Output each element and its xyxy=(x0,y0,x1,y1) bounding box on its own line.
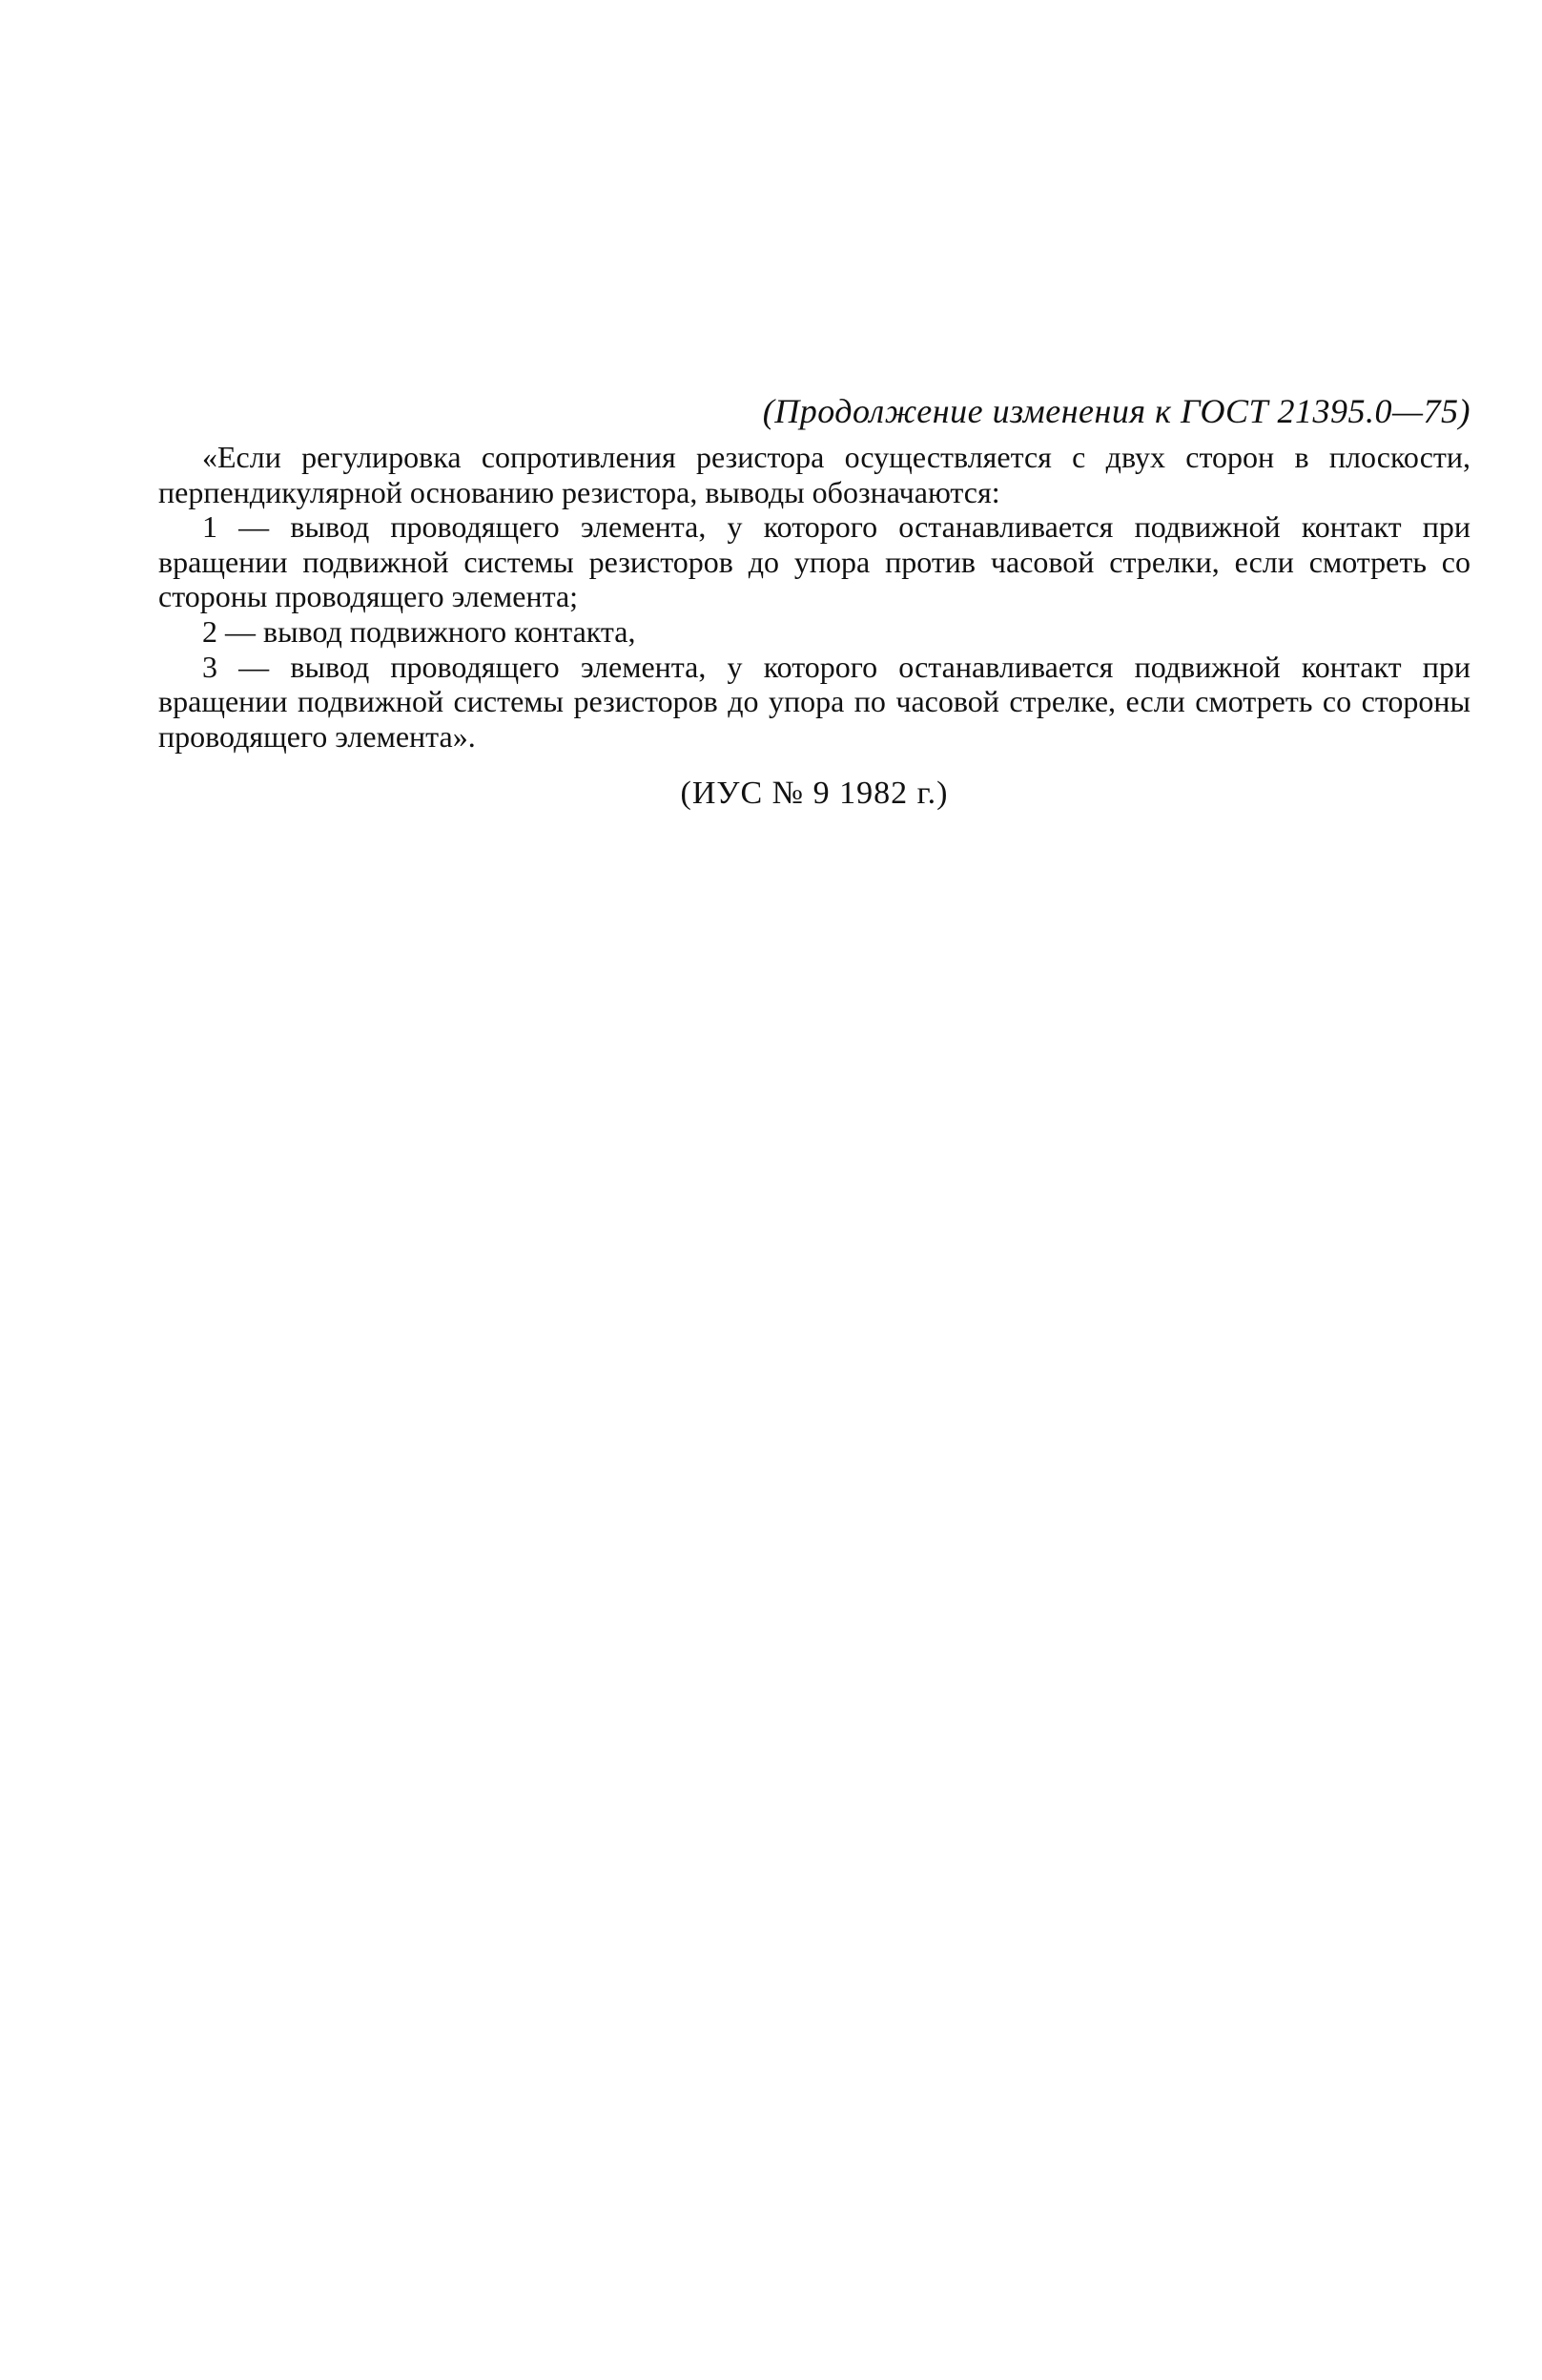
text-block xyxy=(158,388,1470,817)
paragraph-item-3: 3 — вывод проводящего элемента, у которого останавливается подвижной контакт при вращении подвижной системы резисторов до упора по часовой стрелке, если смотреть со стороны проводящего элемента». xyxy=(158,649,1470,754)
paragraph-item-1: 1 — вывод проводящего элемента, у которого останавливается подвижной контакт при вращении подвижной системы резисторов до упора против часовой стрелки, если смотреть со стороны проводящего элемента; xyxy=(158,509,1470,614)
paragraph-intro: «Если регулировка сопротивления резистора осуществляется с двух сторон в плоскости, перпендикулярной основанию резистора, выводы обозначаются: xyxy=(158,440,1470,509)
source-reference: (ИУС № 9 1982 г.) xyxy=(680,776,949,812)
page-header: (Продолжение изменения к ГОСТ 21395.0—75) xyxy=(762,392,1470,430)
paragraph-item-2: 2 — вывод подвижного контакта, xyxy=(202,613,636,649)
